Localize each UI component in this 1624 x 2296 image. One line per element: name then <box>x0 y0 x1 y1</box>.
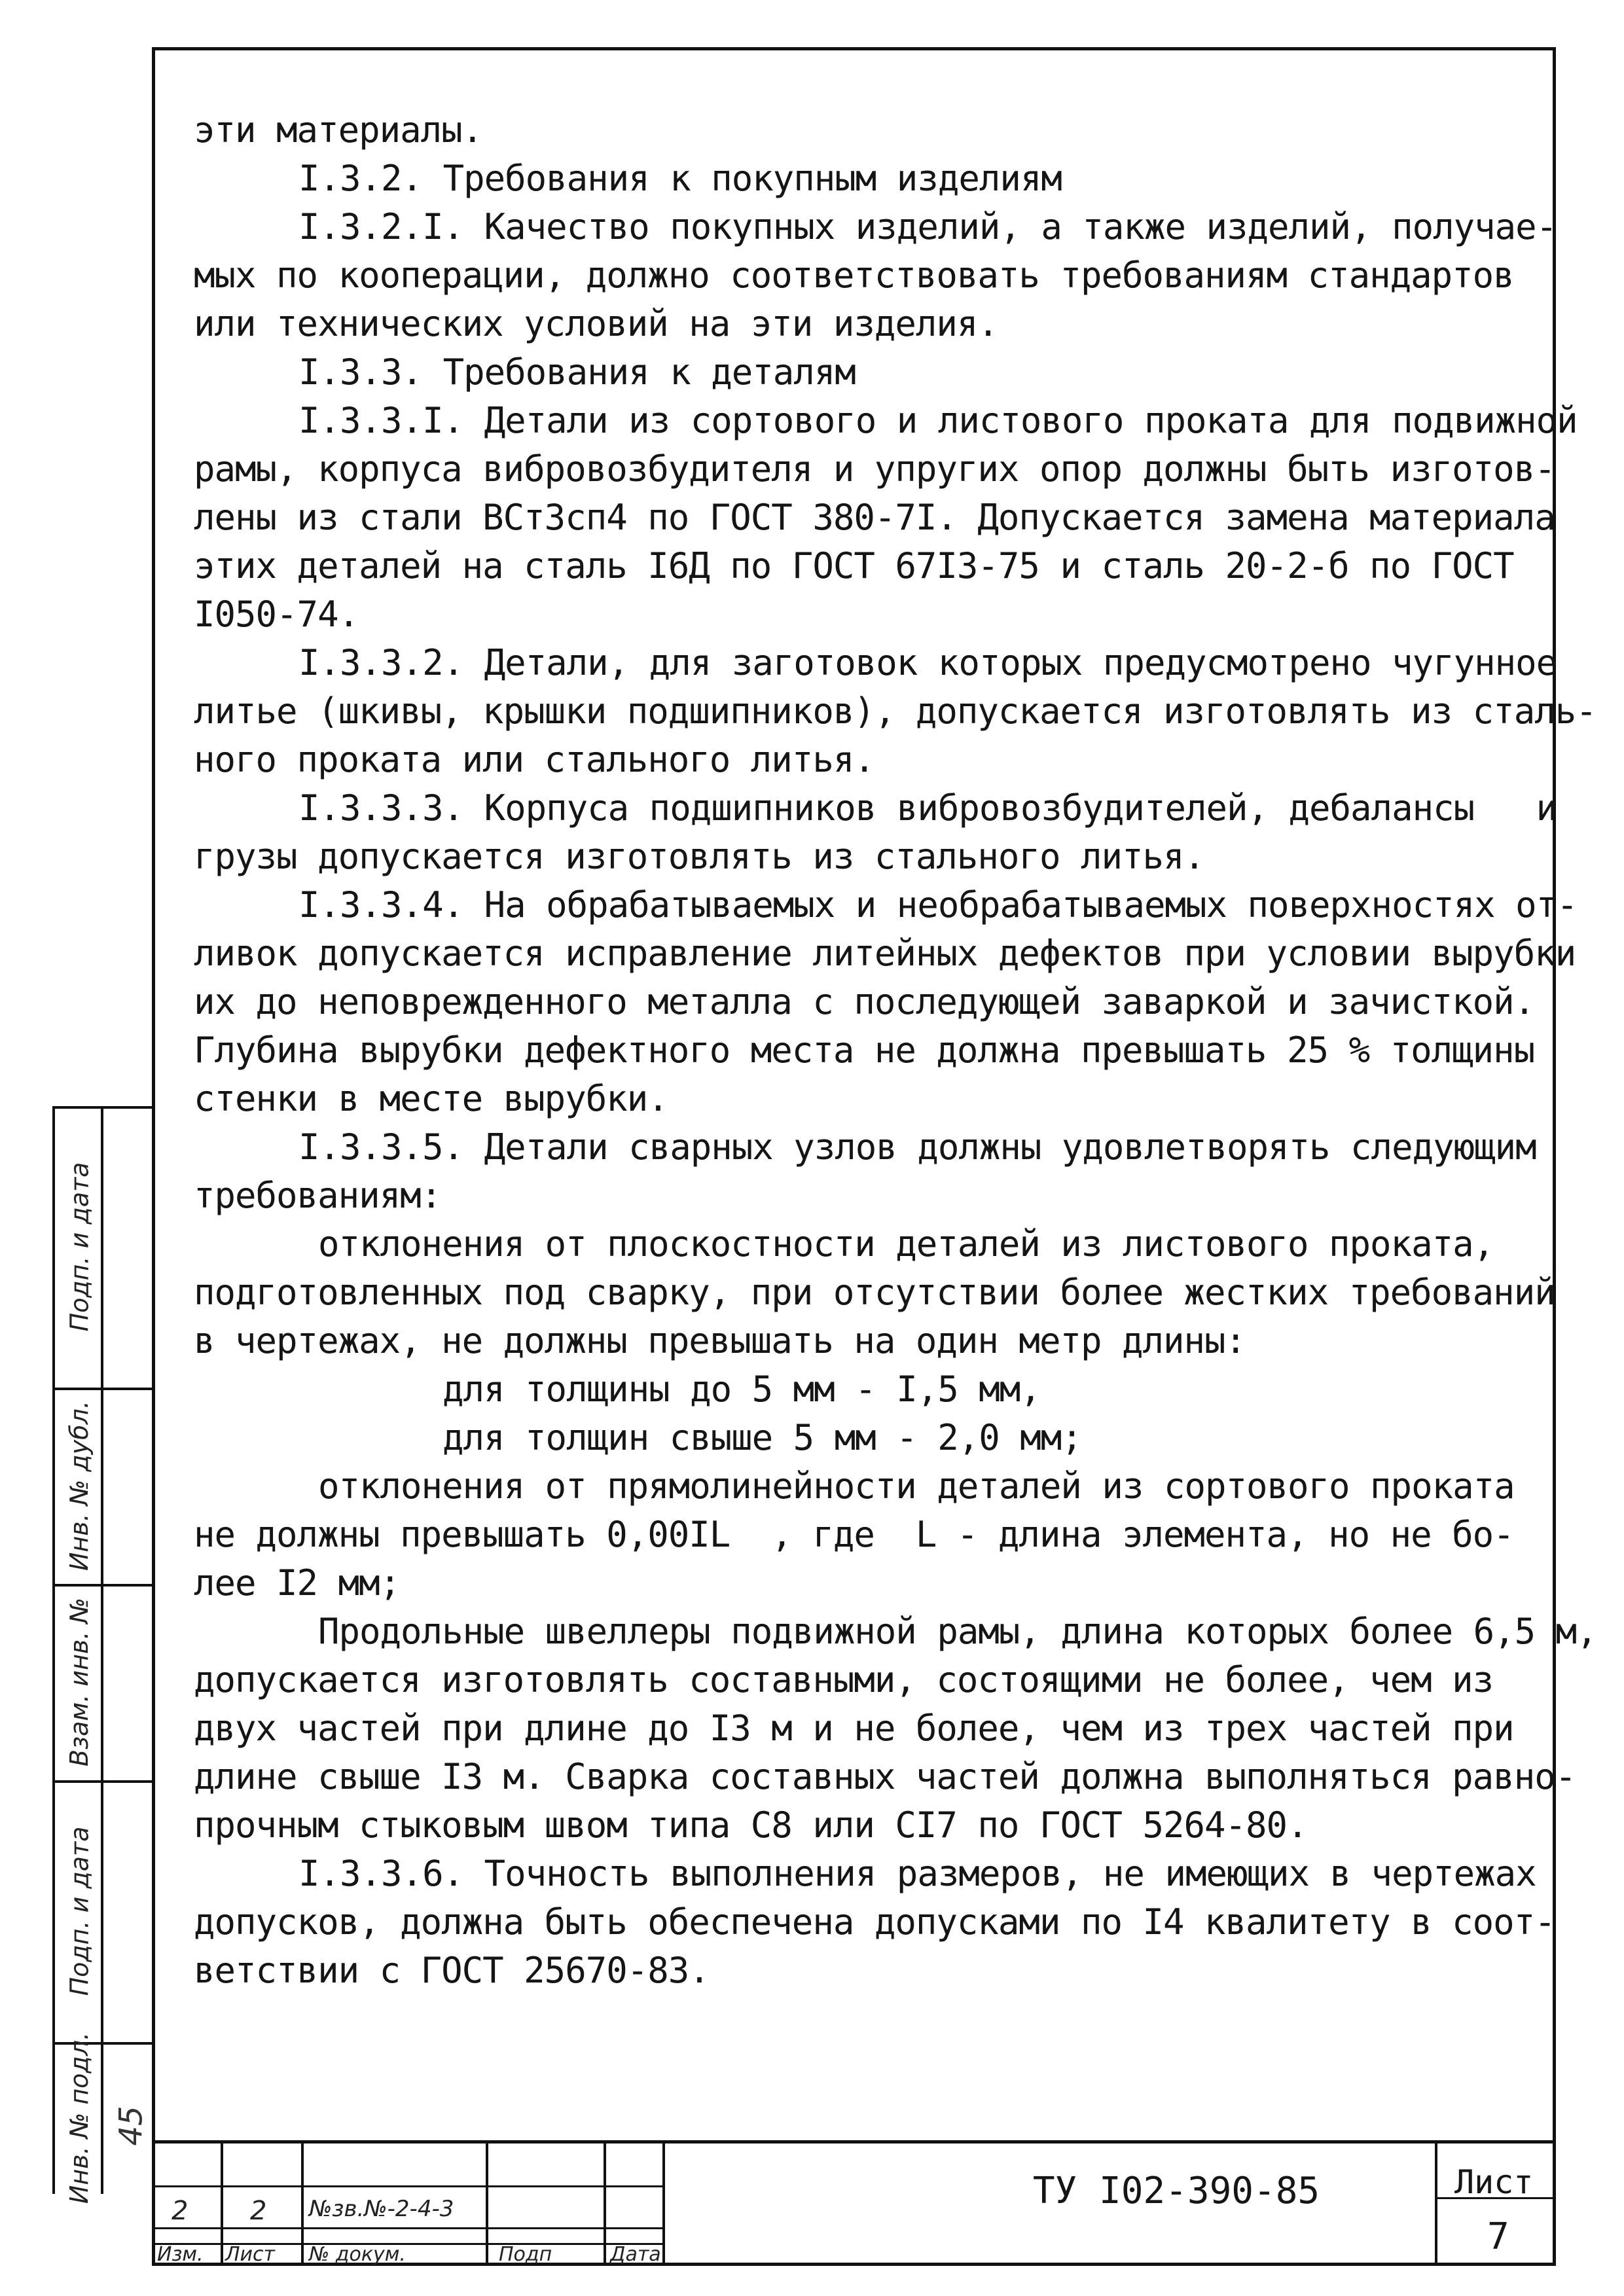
tb-col-rule <box>301 2144 304 2266</box>
text-line: литье (шкивы, крышки подшипников), допускается изготовлять из сталь- <box>194 691 1597 732</box>
side-stamp-border <box>52 1106 55 2194</box>
text-line: отклонения от прямолинейности деталей из сортового проката <box>318 1465 1515 1507</box>
inventory-handwritten-mark: 45 <box>113 2106 150 2146</box>
text-line: I050-74. <box>194 594 359 635</box>
text-line: I.3.3.3. Корпуса подшипников вибровозбудителей, дебалансы и <box>298 787 1557 829</box>
side-label-replace-inv: Взам. инв. № <box>65 1597 94 1767</box>
tb-border <box>152 2144 154 2266</box>
text-line: длине свыше I3 м. Сварка составных частей должна выполняться равно- <box>194 1756 1576 1797</box>
text-line: I.3.2.I. Качество покупных изделий, а также изделий, получае- <box>298 206 1557 247</box>
side-label-sign-date-2: Подп. и дата <box>65 1826 94 1996</box>
text-line: I.3.3.2. Детали, для заготовок которых предусмотрено чугунное <box>298 642 1557 683</box>
document-body <box>194 106 1597 1995</box>
text-line: требованиям: <box>194 1175 442 1216</box>
text-line: эти материалы. <box>194 109 483 151</box>
side-stamp <box>52 1106 152 2204</box>
text-line: грузы допускается изготовлять из стального литья. <box>194 836 1205 877</box>
title-block <box>152 2140 1556 2266</box>
text-line: рамы, корпуса вибровозбудителя и упругих опор должны быть изготов- <box>194 448 1555 490</box>
text-line: их до неповрежденного металла с последующей заваркой и зачисткой. <box>194 981 1535 1022</box>
header-change: Изм. <box>157 2243 204 2266</box>
header-date: Дата <box>610 2243 661 2266</box>
text-line: или технических условий на эти изделия. <box>194 303 998 344</box>
text-line: I.3.3.I. Детали из сортового и листового проката для подвижной <box>298 400 1578 441</box>
text-line: этих деталей на сталь I6Д по ГОСТ 67I3-75 и сталь 20-2-б по ГОСТ <box>194 545 1514 586</box>
side-label-orig-inv: Инв. № подл. <box>65 2032 94 2204</box>
tb-col-rule <box>486 2144 488 2266</box>
text-line: отклонения от плоскостности деталей из листового проката, <box>318 1223 1494 1265</box>
text-line: двух частей при длине до I3 м и не более, чем из трех частей при <box>194 1708 1514 1749</box>
side-label-sign-date: Подп. и дата <box>65 1162 94 1332</box>
header-signature: Подп <box>499 2243 552 2266</box>
document-code: ТУ I02-390-85 <box>1032 2170 1320 2212</box>
text-line: I.3.3.5. Детали сварных узлов должны удовлетворять следующим <box>298 1126 1536 1168</box>
text-line: не должны превышать 0,00IL , где L - длина элемента, но не бо- <box>194 1514 1514 1555</box>
doc-no-value: №зв.№-2-4-3 <box>309 2196 454 2222</box>
side-label-dup-inv: Инв. № дубл. <box>65 1401 94 1571</box>
section-heading: I.3.2. Требования к покупным изделиям <box>298 158 1062 199</box>
text-line: для толщины до 5 мм - I,5 мм, <box>442 1369 1041 1410</box>
section-heading: I.3.3. Требования к деталям <box>298 351 856 393</box>
text-line: лее I2 мм; <box>194 1562 401 1604</box>
text-line: допусков, должна быть обеспечена допусками по I4 квалитету в соот- <box>194 1901 1555 1943</box>
text-line: мых по кооперации, должно соответствовать требованиям стандартов <box>194 255 1514 296</box>
text-line: I.3.3.4. На обрабатываемых и необрабатываемых поверхностях от- <box>298 884 1578 925</box>
text-line: I.3.3.6. Точность выполнения размеров, не имеющих в чертежах <box>298 1853 1536 1894</box>
text-line: лены из стали ВСт3сп4 по ГОСТ 380-7I. Допускается замена материала <box>194 497 1555 538</box>
text-line: подготовленных под сварку, при отсутствии более жестких требований <box>194 1272 1555 1313</box>
header-sheet: Лист <box>225 2243 276 2266</box>
sheet-no-value: 2 <box>250 2196 267 2226</box>
text-line: прочным стыковым швом типа С8 или СI7 по ГОСТ 5264-80. <box>194 1804 1308 1846</box>
text-line: стенки в месте вырубки. <box>194 1078 668 1119</box>
sheet-number: 7 <box>1487 2215 1509 2258</box>
text-line: ливок допускается исправление литейных дефектов при условии вырубки <box>194 933 1576 974</box>
tb-row-rule <box>152 2227 662 2229</box>
tb-col-rule <box>221 2144 223 2266</box>
tb-row-rule <box>152 2185 662 2187</box>
header-doc-no: № докум. <box>309 2243 406 2266</box>
text-line: Глубина вырубки дефектного места не должна превышать 25 % толщины <box>194 1030 1535 1071</box>
text-line: допускается изготовлять составными, состоящими не более, чем из <box>194 1659 1494 1700</box>
sheet-label: Лист <box>1454 2163 1534 2201</box>
tb-col-rule <box>604 2144 606 2266</box>
text-line: Продольные швеллеры подвижной рамы, длина которых более 6,5 м, <box>318 1611 1597 1652</box>
text-line: ветствии с ГОСТ 25670-83. <box>194 1950 710 1991</box>
text-line: в чертежах, не должны превышать на один метр длины: <box>194 1320 1246 1361</box>
change-no-value: 2 <box>171 2196 189 2226</box>
text-line: ного проката или стального литья. <box>194 739 875 780</box>
text-line: для толщин свыше 5 мм - 2,0 мм; <box>442 1417 1082 1458</box>
tb-col-rule <box>662 2144 665 2266</box>
